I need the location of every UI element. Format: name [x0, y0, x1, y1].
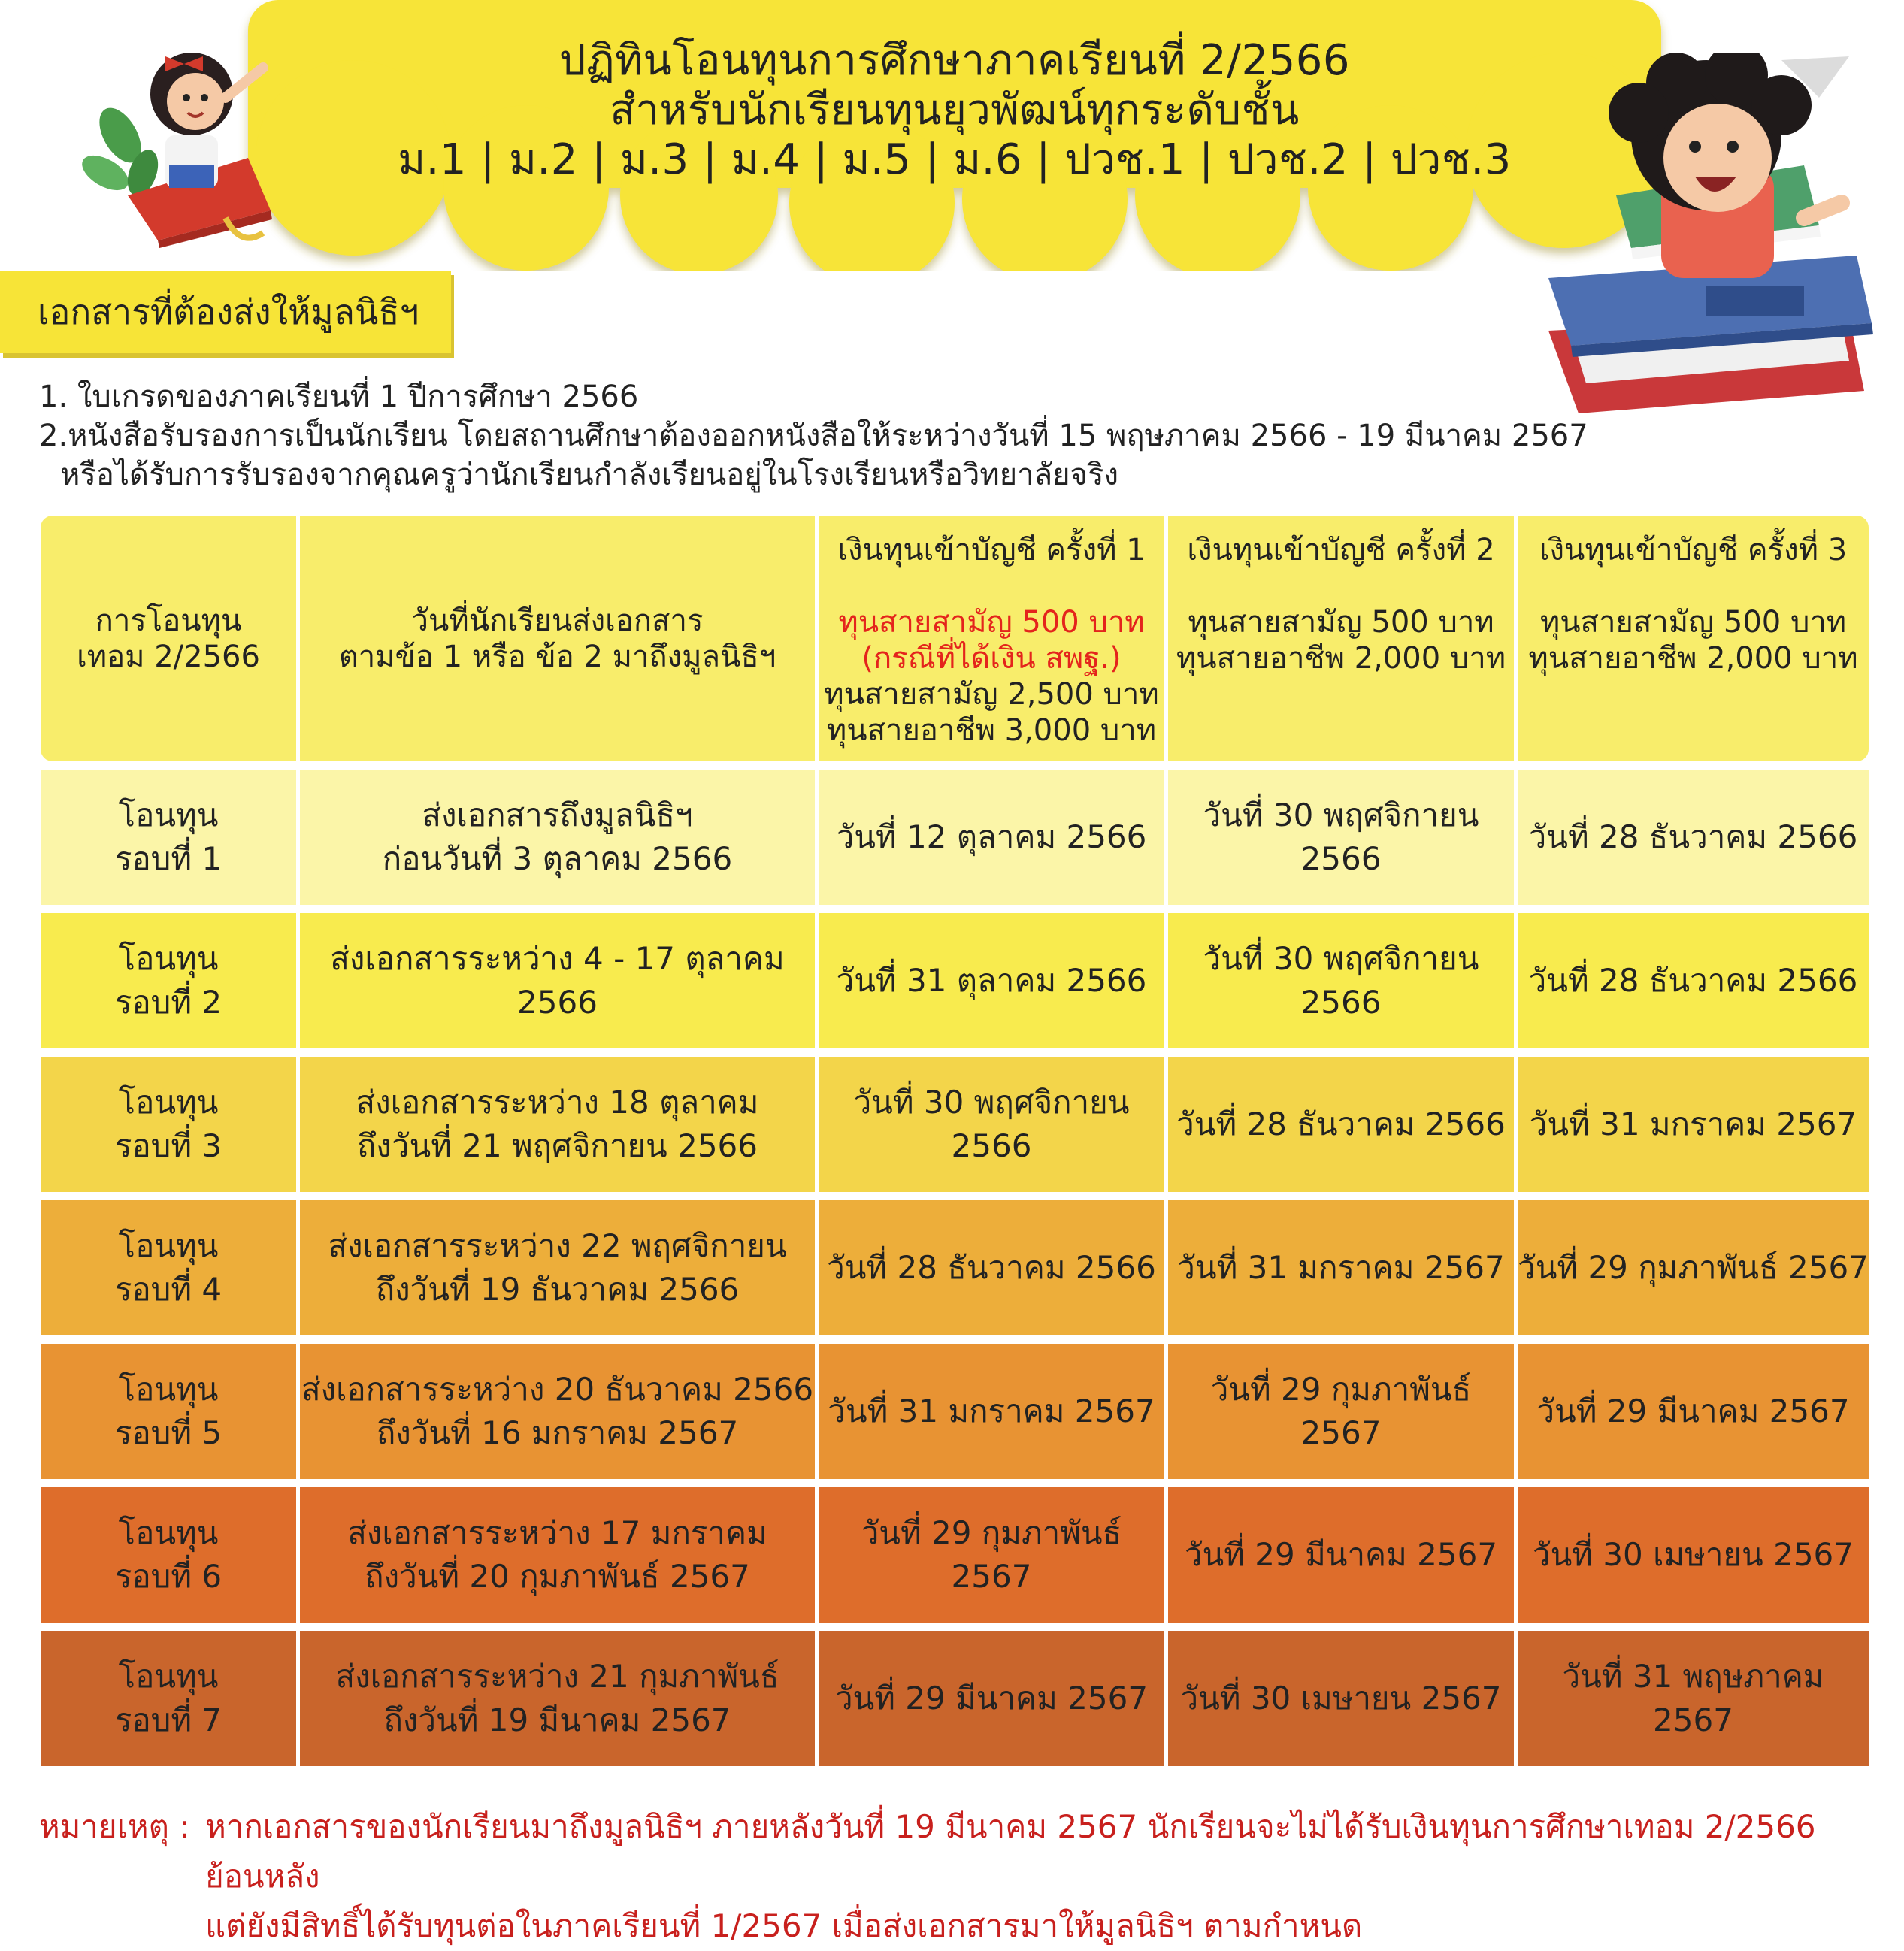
submission-line-1: ส่งเอกสารถึงมูลนิธิฯ: [422, 797, 693, 833]
table-row: [41, 913, 1869, 1048]
requirement-item-1: 1. ใบเกรดของภาคเรียนที่ 1 ปีการศึกษา 2566: [39, 380, 639, 414]
round-number: รอบที่ 4: [114, 1271, 222, 1308]
payment-3-cell: วันที่ 29 กุมภาพันธ์ 2567: [1514, 1200, 1869, 1335]
footnote-line-1: หากเอกสารของนักเรียนมาถึงมูลนิธิฯ ภายหลังวันที่ 19 มีนาคม 2567 นักเรียนจะไม่ได้รับเงินทุนการศึกษาเทอม 2/2566 ย้อนหลัง: [205, 1808, 1816, 1895]
table-header-row: [41, 516, 1869, 761]
round-cell: [41, 1631, 296, 1766]
payment-1-cell: วันที่ 29 กุมภาพันธ์ 2567: [815, 1487, 1164, 1623]
round-label: โอนทุน: [118, 940, 219, 977]
round-label: โอนทุน: [118, 797, 219, 833]
header-payment-3-line-2: ทุนสายอาชีพ 2,000 บาท: [1528, 641, 1858, 676]
round-number: รอบที่ 7: [114, 1701, 222, 1738]
header-round-line-1: การโอนทุน: [95, 603, 242, 638]
round-label: โอนทุน: [118, 1371, 219, 1408]
round-number: รอบที่ 1: [114, 840, 222, 877]
payment-3-cell: วันที่ 29 มีนาคม 2567: [1514, 1344, 1869, 1479]
payment-2-cell: วันที่ 29 มีนาคม 2567: [1164, 1487, 1514, 1623]
round-cell: [41, 913, 296, 1048]
table-row: [41, 1057, 1869, 1192]
header-submission-line-2: ตามข้อ 1 หรือ ข้อ 2 มาถึงมูลนิธิฯ: [338, 639, 776, 674]
title-line-2: สำหรับนักเรียนทุนยุวพัฒน์ทุกระดับชั้น: [610, 86, 1300, 135]
payment-1-cell: วันที่ 29 มีนาคม 2567: [815, 1631, 1164, 1766]
payment-1-cell: วันที่ 31 มกราคม 2567: [815, 1344, 1164, 1479]
header-payment-2-line-2: ทุนสายอาชีพ 2,000 บาท: [1176, 641, 1506, 676]
header-round-line-2: เทอม 2/2566: [77, 639, 260, 674]
table-row: [41, 1487, 1869, 1623]
submission-line-2: ก่อนวันที่ 3 ตุลาคม 2566: [382, 840, 733, 877]
submission-line-1: ส่งเอกสารระหว่าง 20 ธันวาคม 2566: [301, 1371, 814, 1408]
round-number: รอบที่ 6: [114, 1558, 222, 1595]
payment-1-cell: วันที่ 12 ตุลาคม 2566: [815, 770, 1164, 905]
submission-cell: [296, 770, 815, 905]
round-label: โอนทุน: [118, 1658, 219, 1695]
header-payment-1-red-line-2: (กรณีที่ได้เงิน สพฐ.): [861, 641, 1122, 676]
requirements-list: [39, 377, 1588, 495]
header-payment-1: [815, 516, 1164, 761]
section-tab: [0, 271, 451, 353]
payment-2-cell: วันที่ 29 กุมภาพันธ์ 2567: [1164, 1344, 1514, 1479]
header-payment-3-title: เงินทุนเข้าบัญชี ครั้งที่ 3: [1539, 533, 1848, 567]
round-cell: [41, 1487, 296, 1623]
header-payment-1-line-4: ทุนสายอาชีพ 3,000 บาท: [826, 713, 1157, 748]
payment-2-cell: วันที่ 30 พฤศจิกายน 2566: [1164, 770, 1514, 905]
payment-1-cell: วันที่ 31 ตุลาคม 2566: [815, 913, 1164, 1048]
submission-line-1: ส่งเอกสารระหว่าง 18 ตุลาคม: [356, 1084, 759, 1121]
submission-line-2: ถึงวันที่ 19 ธันวาคม 2566: [375, 1271, 740, 1308]
submission-cell: [296, 1200, 815, 1335]
transfer-schedule-table: [41, 516, 1869, 1774]
header-payment-1-title: เงินทุนเข้าบัญชี ครั้งที่ 1: [837, 533, 1146, 567]
payment-3-cell: วันที่ 28 ธันวาคม 2566: [1514, 770, 1869, 905]
submission-cell: [296, 1057, 815, 1192]
payment-3-cell: วันที่ 31 พฤษภาคม 2567: [1514, 1631, 1869, 1766]
payment-3-cell: วันที่ 31 มกราคม 2567: [1514, 1057, 1869, 1192]
girl-reading-illustration: [75, 23, 286, 248]
submission-line-2: ถึงวันที่ 21 พฤศจิกายน 2566: [356, 1127, 758, 1164]
header-submission-line-1: วันที่นักเรียนส่งเอกสาร: [411, 603, 704, 638]
title-line-1: ปฏิทินโอนทุนการศึกษาภาคเรียนที่ 2/2566: [558, 36, 1351, 85]
round-number: รอบที่ 2: [114, 984, 222, 1021]
submission-line-1: ส่งเอกสารระหว่าง 4 - 17 ตุลาคม 2566: [330, 940, 785, 1021]
footnote: [39, 1802, 1873, 1951]
header-payment-2-line-1: ทุนสายสามัญ 500 บาท: [1188, 605, 1494, 640]
footnote-label: หมายเหตุ :: [39, 1808, 190, 1845]
submission-line-2: ถึงวันที่ 19 มีนาคม 2567: [383, 1701, 731, 1738]
submission-cell: [296, 913, 815, 1048]
payment-2-cell: วันที่ 30 พฤศจิกายน 2566: [1164, 913, 1514, 1048]
submission-cell: [296, 1631, 815, 1766]
payment-3-cell: วันที่ 28 ธันวาคม 2566: [1514, 913, 1869, 1048]
round-label: โอนทุน: [118, 1227, 219, 1264]
round-cell: [41, 1344, 296, 1479]
round-cell: [41, 770, 296, 905]
footnote-line-2: แต่ยังมีสิทธิ์ได้รับทุนต่อในภาคเรียนที่ 1/2567 เมื่อส่งเอกสารมาให้มูลนิธิฯ ตามกำหนด: [205, 1907, 1363, 1944]
submission-line-1: ส่งเอกสารระหว่าง 17 มกราคม: [347, 1514, 767, 1551]
round-label: โอนทุน: [118, 1084, 219, 1121]
header-payment-1-red-line-1: ทุนสายสามัญ 500 บาท: [838, 605, 1145, 640]
payment-2-cell: วันที่ 30 เมษายน 2567: [1164, 1631, 1514, 1766]
header-payment-1-line-3: ทุนสายสามัญ 2,500 บาท: [824, 677, 1159, 712]
table-row: [41, 1200, 1869, 1335]
table-row: [41, 1344, 1869, 1479]
header-payment-2-title: เงินทุนเข้าบัญชี ครั้งที่ 2: [1187, 533, 1495, 567]
header-payment-3-line-1: ทุนสายสามัญ 500 บาท: [1539, 605, 1847, 640]
payment-1-cell: วันที่ 28 ธันวาคม 2566: [815, 1200, 1164, 1335]
requirement-item-2: 2.หนังสือรับรองการเป็นนักเรียน โดยสถานศึกษาต้องออกหนังสือให้ระหว่างวันที่ 15 พฤษภาคม 2566 - 19 มีนาคม 2567: [39, 419, 1588, 453]
payment-2-cell: วันที่ 28 ธันวาคม 2566: [1164, 1057, 1514, 1192]
header-payment-3: [1514, 516, 1869, 761]
round-number: รอบที่ 5: [114, 1414, 222, 1451]
submission-line-2: ถึงวันที่ 20 กุมภาพันธ์ 2567: [365, 1558, 750, 1595]
round-cell: [41, 1057, 296, 1192]
requirement-item-2-continued: หรือได้รับการรับรองจากคุณครูว่านักเรียนกำลังเรียนอยู่ในโรงเรียนหรือวิทยาลัยจริง: [60, 458, 1119, 492]
payment-3-cell: วันที่ 30 เมษายน 2567: [1514, 1487, 1869, 1623]
table-row: [41, 770, 1869, 905]
submission-line-1: ส่งเอกสารระหว่าง 22 พฤศจิกายน: [328, 1227, 787, 1264]
payment-1-cell: วันที่ 30 พฤศจิกายน 2566: [815, 1057, 1164, 1192]
submission-line-2: ถึงวันที่ 16 มกราคม 2567: [376, 1414, 739, 1451]
page-title: [331, 36, 1579, 185]
round-label: โอนทุน: [118, 1514, 219, 1551]
submission-cell: [296, 1487, 815, 1623]
round-number: รอบที่ 3: [114, 1127, 222, 1164]
payment-2-cell: วันที่ 31 มกราคม 2567: [1164, 1200, 1514, 1335]
round-cell: [41, 1200, 296, 1335]
submission-cell: [296, 1344, 815, 1479]
boy-with-books-illustration: [1533, 53, 1879, 428]
section-tab-label: เอกสารที่ต้องส่งให้มูลนิธิฯ: [38, 291, 419, 332]
header-submission-date: [296, 516, 815, 761]
header-round: [41, 516, 296, 761]
table-row: [41, 1631, 1869, 1766]
header-payment-2: [1164, 516, 1514, 761]
title-line-3: ม.1 | ม.2 | ม.3 | ม.4 | ม.5 | ม.6 | ปวช.1 | ปวช.2 | ปวช.3: [398, 135, 1512, 184]
submission-line-1: ส่งเอกสารระหว่าง 21 กุมภาพันธ์: [335, 1658, 779, 1695]
